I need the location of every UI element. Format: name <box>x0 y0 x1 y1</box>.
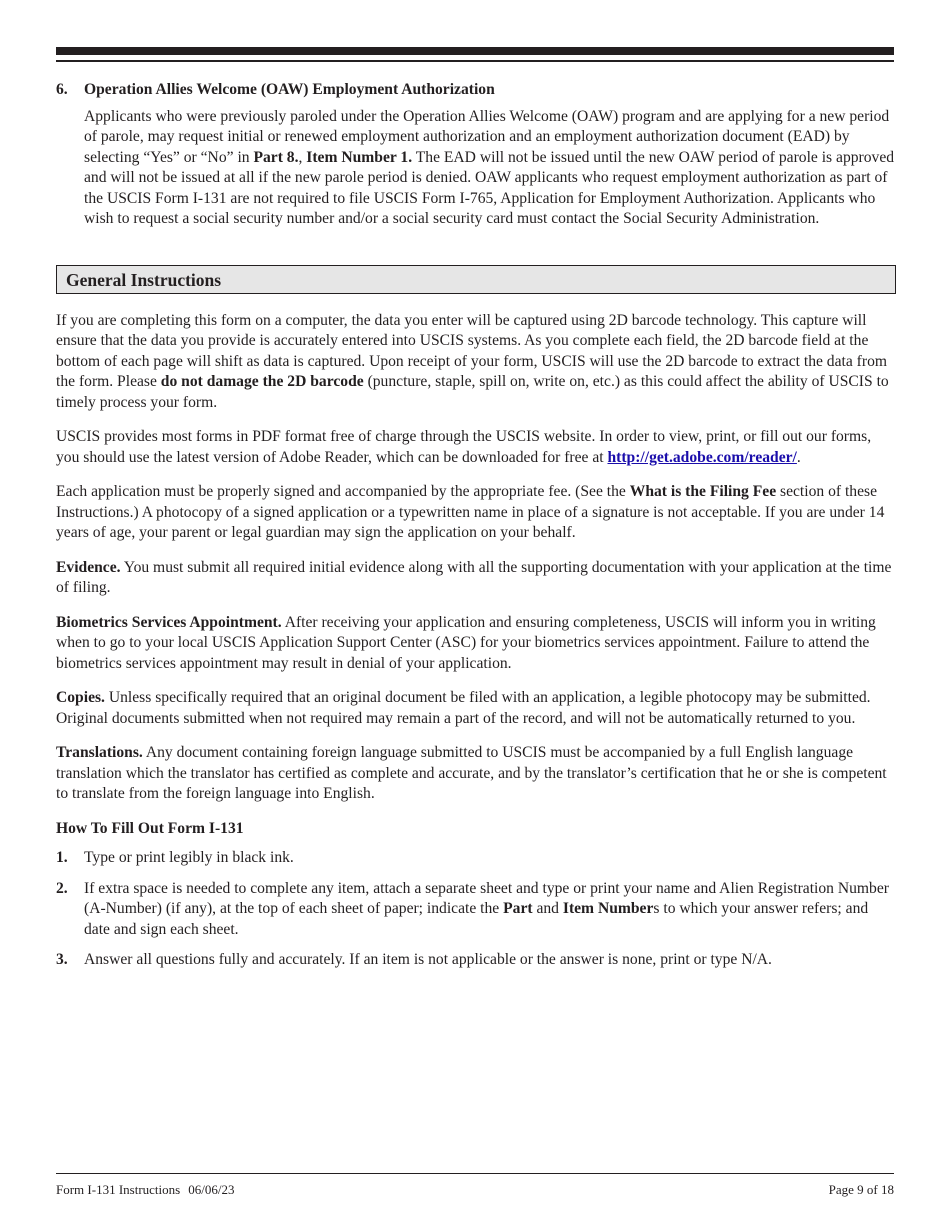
how-to-fill-out-heading: How To Fill Out Form I-131 <box>56 819 244 837</box>
biometrics-paragraph: Biometrics Services Appointment. After receiving your application and ensuring completeness, USCIS will inform you in writing when to go to your local USCIS Application Support Center (ASC) for your biometrics services appointment. Failure to attend the biometrics services appointment may result in denial of your application. <box>56 613 876 672</box>
adobe-reader-link[interactable]: http://get.adobe.com/reader/ <box>607 448 797 466</box>
item-6-number: 6. <box>56 81 68 98</box>
footer-date: 06/06/23 <box>188 1182 235 1197</box>
item-6 <box>56 80 896 101</box>
general-instructions-header: General Instructions <box>56 265 896 294</box>
adobe-reader-paragraph: USCIS provides most forms in PDF format free of charge through the USCIS website. In order to view, print, or fill out our forms, you should use the latest version of Adobe Reader, which can be downloaded for free at http://get.adobe.com/reader/. <box>56 428 872 466</box>
item-6-body: Applicants who were previously paroled under the Operation Allies Welcome (OAW) program and are applying for a new period of parole, may request initial or renewed employment authorization and an employment authorization document (EAD) by selecting “Yes” or “No” in Part 8., Item Number 1. The EAD will not be issued until the new OAW period of parole is approved and will not be issued at all if the new parole period is denied. OAW applicants who request employment authorization as part of the USCIS Form I-131 are not required to file USCIS Form I-765, Application for Employment Authorization. Applicants who wish to request a social security number and/or a social security card must contact the Social Security Administration. <box>84 107 895 227</box>
footer-rule <box>56 1173 894 1174</box>
evidence-paragraph: Evidence. You must submit all required initial evidence along with all the supporting documentation with your application at the time of filing. <box>56 558 892 596</box>
header-rule-thick <box>56 47 894 55</box>
page-content <box>56 80 896 971</box>
translations-paragraph: Translations. Any document containing foreign language submitted to USCIS must be accompanied by a full English language translation which the translator has certified as complete and accurate, and by the translator’s certification that he or she is competent to translate from the foreign language into English. <box>56 744 887 802</box>
how-to-item-2: 2. If extra space is needed to complete any item, attach a separate sheet and type or print your name and Alien Registration Number (A-Number) (if any), at the top of each sheet of paper; indicate the Part and Item Numbers to which your answer refers; and date and sign each sheet. <box>56 879 889 938</box>
item-6-title: Operation Allies Welcome (OAW) Employment Authorization <box>84 81 495 98</box>
copies-paragraph: Copies. Unless specifically required that an original document be filed with an application, a legible photocopy may be submitted. Original documents submitted when not required may remain a part of the record, and will not be automatically returned to you. <box>56 689 871 727</box>
footer-page-number: Page 9 of 18 <box>828 1182 894 1197</box>
how-to-item-1: 1. Type or print legibly in black ink. <box>56 849 294 866</box>
footer-form-name: Form I-131 Instructions <box>56 1182 181 1197</box>
how-to-item-3: 3. Answer all questions fully and accurately. If an item is not applicable or the answer is none, print or type N/A. <box>56 951 772 968</box>
header-rule-thin <box>56 60 894 62</box>
signature-paragraph: Each application must be properly signed and accompanied by the appropriate fee. (See the What is the Filing Fee section of these Instructions.) A photocopy of a signed application or a typewritten name in place of a signature is not acceptable. If you are under 14 years of age, your parent or legal guardian may sign the application on your behalf. <box>56 483 885 541</box>
barcode-paragraph: If you are completing this form on a computer, the data you enter will be captured using 2D barcode technology. This capture will ensure that the data you provide is accurately entered into USCIS systems. As you complete each field, the 2D barcode field at the bottom of each page will shift as data is captured. Upon receipt of your form, USCIS will use the 2D barcode to extract the data from the form. Please do not damage the 2D barcode (puncture, staple, spill on, write on, etc.) as this could affect the ability of USCIS to timely process your form. <box>56 311 889 411</box>
footer-form-id <box>56 1182 234 1198</box>
